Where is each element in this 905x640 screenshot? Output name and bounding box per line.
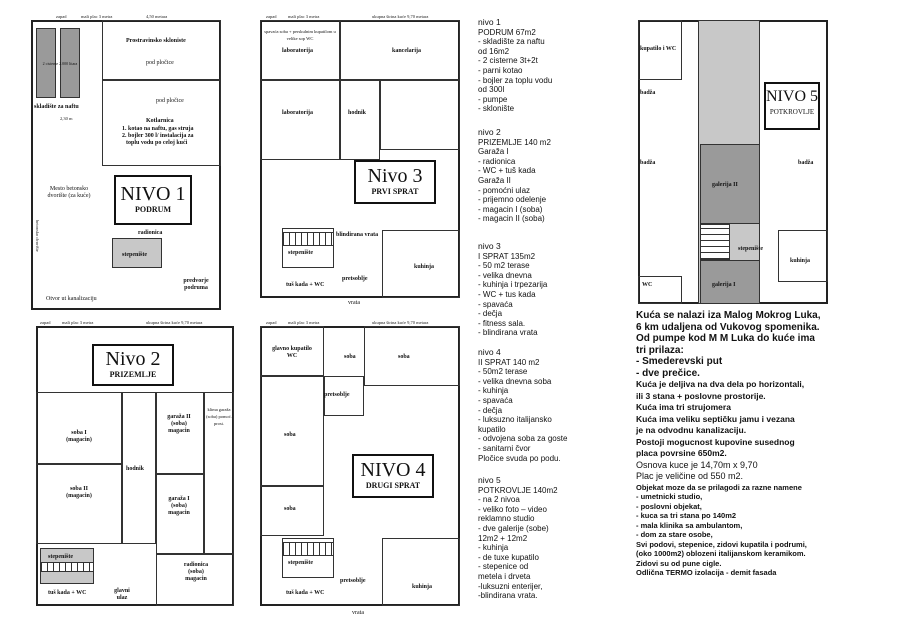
label-skladiste: skladište za naftu: [34, 104, 79, 110]
legend-line: - odvojena soba za goste: [478, 434, 568, 444]
room-kuhinja: [382, 538, 460, 606]
desc-line: - poslovni objekat,: [636, 501, 702, 511]
label-stepeniste: stepenište: [48, 554, 73, 560]
desc-line: Kuća se nalazi iza Malog Mokrog Luka,: [636, 310, 821, 321]
desc-line: (oko 1000m2) oblozeni italijanskom keramikom.: [636, 549, 806, 558]
dim-top-width: ukupna širina kuće 9,70 metara: [372, 14, 429, 19]
label-garaza2: garaža II (soba) magacin: [167, 414, 191, 434]
desc-line: Zidovi su od pune cigle.: [636, 558, 722, 568]
legend-line: - WC + tuš kada: [478, 166, 536, 176]
label-radionica: radionica: [138, 230, 163, 236]
stairs-nivo2: [40, 562, 94, 572]
desc-line: Odlična TERMO izolacija - demit fasada: [636, 568, 777, 577]
label-pretsoblje: pretsoblje: [324, 392, 350, 398]
legend-head: nivo 3: [478, 241, 501, 251]
desc-line: Svi podovi, stepenice, zidovi kupatila i podrumi,: [636, 539, 807, 549]
label-badza-3: badža: [798, 160, 814, 166]
subtitle-nivo1: PODRUM: [135, 205, 171, 214]
legend-line: - sklonište: [478, 104, 515, 114]
legend-line: - veliko foto – video: [478, 504, 547, 514]
legend-line: - blindirana vrata: [478, 328, 538, 338]
plan-nivo1: [26, 14, 224, 312]
dim-230: 2,30 m: [60, 116, 73, 121]
legend-line: - pomoćni ulaz: [478, 185, 531, 195]
desc-line: ili 3 stana + poslovne prostorije.: [636, 390, 766, 401]
subtitle-nivo2: PRIZEMLJE: [109, 370, 157, 379]
desc-line: Kuća ima tri strujomera: [636, 402, 731, 412]
label-kuhinja: kuhinja: [414, 264, 435, 270]
legend-line: - stepenice od: [478, 562, 529, 572]
legend-line: - dečja: [478, 405, 503, 415]
label-skloniste: Prostravinsko skloniste: [126, 38, 186, 44]
title-nivo1: NIVO 1: [120, 183, 186, 205]
title-nivo5: NIVO 5: [766, 88, 818, 105]
label-garaza1: garaža I (soba) magacin: [168, 496, 190, 516]
desc-line: Od pumpe kod M M Luka do kuće ima: [636, 333, 815, 344]
desc-line: - dom za stare osobe,: [636, 530, 713, 539]
dim-top-west: zapad: [266, 320, 277, 325]
legend-line: - skladište za naftu: [478, 37, 545, 47]
label-soba1: soba I (magacin): [66, 430, 92, 443]
desc-line: - kuca sa tri stana po 140m2: [636, 511, 737, 520]
room-skloniste: [102, 20, 221, 80]
desc-line: placa povrsine 650m2.: [636, 448, 727, 458]
legend-line: - magacin II (soba): [478, 214, 545, 224]
dim-top-plac: mali plac 3 metra: [288, 320, 320, 325]
title-nivo2: Nivo 2: [105, 348, 161, 370]
plan-nivo3: [252, 14, 464, 310]
desc-line: - dve prečice.: [636, 367, 700, 379]
legend-line: - 50 m2 terase: [478, 261, 530, 271]
title-box-nivo1: [114, 175, 192, 225]
label-mesto: Mesto betonsko dvorište (za kuće): [47, 186, 91, 199]
legend-head: nivo 1: [478, 17, 501, 27]
legend-line: - velika dnevna soba: [478, 376, 552, 386]
title-box-nivo4: [352, 454, 434, 498]
legend-nivo2: [478, 128, 551, 224]
desc-line: tri prilaza:: [636, 344, 684, 356]
label-badza-1: badža: [640, 90, 656, 96]
label-vrata: vrata: [352, 610, 364, 616]
subtitle-nivo4: DRUGI SPRAT: [365, 481, 421, 490]
title-box-nivo3: [354, 160, 436, 204]
label-stepeniste: stepenište: [738, 246, 763, 252]
dim-top-width: ukupna širina kuće 9,70 metara: [372, 320, 429, 325]
legend-line: - radionica: [478, 156, 516, 166]
dim-top-plac: mali plac 3 metra: [62, 320, 94, 325]
label-stepeniste: stepenište: [288, 250, 313, 256]
legend-line: -blindirana vrata.: [478, 591, 538, 601]
label-soba2: soba II (magacin): [66, 486, 92, 499]
legend-line: - sanitarni čvor: [478, 443, 531, 453]
title-box-nivo5: [764, 82, 820, 130]
label-kotlarnica-3: toplu vodu po celoj kući: [126, 140, 188, 146]
label-pod-plocice-1: pod pločice: [146, 60, 174, 66]
legend-line: -luksuzni enterijer,: [478, 581, 543, 591]
dim-top-plac: mali plac 3 metra: [288, 14, 320, 19]
legend-line: POTKROVLJE 140m2: [478, 485, 558, 495]
dim-top-width: ukupna širina kuće 9,70 metara: [146, 320, 203, 325]
room-wc: [638, 276, 682, 304]
legend-line: - WC + tus kada: [478, 289, 536, 299]
stairs-nivo5: [700, 224, 730, 260]
room-right-mid: [380, 80, 460, 150]
room-kuhinja: [778, 230, 828, 282]
label-tus: tuš kada + WC: [286, 282, 325, 288]
legend-line: kupatilo: [478, 424, 506, 434]
label-laboratorija-2: laboratorija: [282, 110, 313, 116]
label-pod-plocice-2: pod pločice: [156, 98, 184, 104]
label-galerija1: galerija I: [712, 282, 736, 288]
label-hodnik: hodnik: [348, 110, 367, 116]
legend-line: - na 2 nivoa: [478, 495, 520, 505]
label-spavaca: spavaća soba + perskulnim kupatilom u velike sop WC: [264, 29, 336, 41]
label-kotlarnica: Kotlarnica: [146, 118, 174, 124]
legend-nivo3: [478, 242, 547, 338]
legend-line: - kuhinja i trpezarija: [478, 280, 548, 290]
legend-line: I SPRAT 135m2: [478, 251, 536, 261]
subtitle-nivo5: POTKROVLJE: [769, 108, 815, 116]
plan-nivo5: [638, 20, 842, 306]
desc-line: - Smederevski put: [636, 356, 723, 367]
legend-line: 12m2 + 12m2: [478, 533, 528, 543]
label-kotlarnica-2: 2. bojler 300 l/ instalacija za: [122, 133, 194, 139]
label-soba-left-2: soba: [284, 506, 296, 512]
label-pretsoblje: pretsoblje: [342, 276, 368, 282]
legend-line: - 50m2 terase: [478, 367, 528, 377]
label-predvorje: predvorje podruma: [183, 278, 209, 291]
title-box-nivo2: [92, 344, 174, 386]
dim-top-plac: mali plac 3 metra: [81, 14, 113, 19]
legend-line: od 300l: [478, 85, 505, 95]
legend-line: - dve galerije (sobe): [478, 523, 549, 533]
label-blindirana: blindirana vrata: [336, 232, 379, 238]
legend-line: Garaža I: [478, 147, 509, 157]
label-stepeniste: stepenište: [288, 560, 313, 566]
legend-line: metela i drveta: [478, 571, 531, 581]
room-soba2: [36, 464, 122, 544]
label-kanalizacija: Otvor ut kanalizaciju: [46, 296, 97, 302]
legend-line: - kuhinja: [478, 386, 509, 396]
label-kuhinja: kuhinja: [412, 584, 433, 590]
room-soba1: [36, 392, 122, 464]
label-klima: klima garaža (soba) pomoć. prost.: [206, 407, 232, 426]
label-tus: tuš kada + WC: [48, 590, 87, 596]
label-laboratorija: laboratorija: [282, 48, 313, 54]
label-kupatilo: glavno kupatilo WC: [272, 346, 312, 359]
legend-line: - spavaća: [478, 395, 513, 405]
plan-nivo4: [252, 320, 464, 626]
title-nivo3: Nivo 3: [367, 165, 423, 187]
title-nivo4: NIVO 4: [360, 459, 426, 481]
desc-line: Plac je veličine od 550 m2.: [636, 471, 744, 481]
legend-line: - kuhinja: [478, 543, 509, 553]
label-galerija2: galerija II: [712, 182, 738, 188]
legend-line: - luksuzno italijansko: [478, 415, 552, 425]
label-hodnik: hodnik: [126, 466, 145, 472]
label-radionica: radionica (soba) magacin: [183, 562, 209, 582]
label-vrata: vrata: [348, 300, 360, 306]
stairs-nivo4: [282, 542, 334, 556]
desc-line: 6 km udaljena od Vukovog spomenika.: [636, 321, 820, 333]
legend-line: PRIZEMLJE 140 m2: [478, 137, 551, 147]
label-kotlarnica-1: 1. kotao na naftu, gas struja: [122, 126, 194, 132]
legend-head: nivo 4: [478, 347, 501, 357]
legend-line: od 16m2: [478, 46, 510, 56]
dim-top-west: zapad: [266, 14, 277, 19]
description: [636, 310, 901, 578]
legend-line: - velika dnevna: [478, 270, 532, 280]
dim-top-width: 4,50 metara: [146, 14, 168, 19]
label-soba-top: soba: [398, 354, 410, 360]
label-betonsko: betonsko dvorište: [35, 220, 40, 252]
legend-head: nivo 5: [478, 475, 501, 485]
dim-top-west: zapad: [56, 14, 67, 19]
stairs-nivo3: [282, 232, 334, 246]
label-tus: tuš kada + WC: [286, 590, 325, 596]
desc-line: - mala klinika sa ambulantom,: [636, 520, 743, 530]
legend-line: - magacin I (soba): [478, 204, 543, 214]
room-laboratorija-2: [260, 80, 340, 160]
desc-line: Kuća ima veliku septičku jamu i vezana: [636, 413, 795, 424]
desc-line: - umetnicki studio,: [636, 492, 703, 501]
desc-line: Osnova kuce je 14,70m x 9,70: [636, 459, 758, 470]
legend-line: PODRUM 67m2: [478, 27, 536, 37]
label-glavni: glavni ulaz: [114, 588, 130, 601]
legend-line: reklamno studio: [478, 514, 535, 524]
legend-head: nivo 2: [478, 127, 501, 137]
legend-line: - parni kotao: [478, 65, 523, 75]
legend-line: - pumpe: [478, 94, 508, 104]
desc-line: je na odvodnu kanalizaciju.: [636, 425, 747, 435]
legend-line: - dečja: [478, 309, 503, 319]
desc-line: Objekat moze da se prilagodi za razne namene: [636, 482, 802, 492]
legend-nivo4: [478, 348, 567, 463]
legend-nivo1: [478, 18, 552, 114]
label-kuhinja: kuhinja: [790, 258, 811, 264]
subtitle-nivo3: PRVI SPRAT: [371, 187, 419, 196]
label-kupatilo: kupatilo i WC: [640, 46, 677, 52]
legend-line: - de tuxe kupatilo: [478, 552, 539, 562]
legend-line: - bojler za toplu vodu: [478, 75, 553, 85]
plan-nivo2: [26, 320, 238, 626]
tank-label: 2 cisterne 2.000 litara: [42, 61, 78, 66]
legend-line: Garaža II: [478, 175, 511, 185]
legend-line: - spavaća: [478, 299, 513, 309]
desc-line: Postoji mogucnost kupovine susednog: [636, 436, 795, 447]
legend-line: - 2 cisterne 3t+2t: [478, 56, 538, 66]
legend-line: - prijemno odelenje: [478, 195, 547, 205]
legend-line: Pločice svuda po podu.: [478, 453, 561, 463]
label-soba-top-2: soba: [344, 354, 356, 360]
room-soba-left: [260, 376, 324, 486]
label-kancelarija: kancelarija: [392, 48, 421, 54]
room-soba-top: [364, 326, 460, 386]
desc-line: Kuća je deljiva na dva dela po horizontali,: [636, 379, 805, 389]
label-soba-left: soba: [284, 432, 296, 438]
legend-line: - fitness sala.: [478, 318, 526, 328]
label-badza-2: badža: [640, 160, 656, 166]
label-wc: WC: [642, 282, 653, 288]
label-pretsoblje-2: pretsoblje: [340, 578, 366, 584]
legend-line: II SPRAT 140 m2: [478, 357, 540, 367]
label-stepeniste: stepenište: [122, 252, 147, 258]
room-hodnik: [340, 80, 380, 160]
dim-top-west: zapad: [40, 320, 51, 325]
legend-nivo5: [478, 476, 558, 601]
